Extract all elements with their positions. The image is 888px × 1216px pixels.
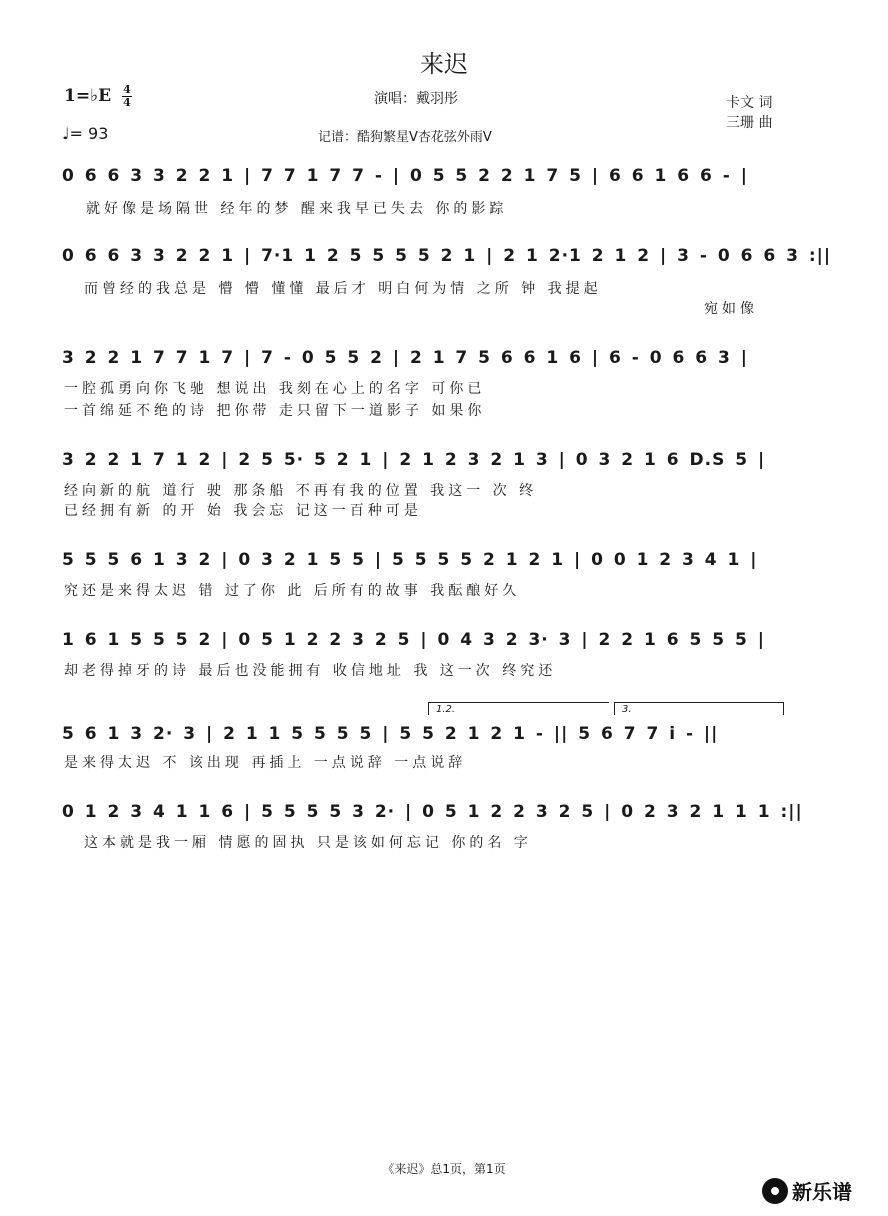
notation-line-4: 3 2 2 1 7 1 2 | 2 5 5· 5 2 1 | 2 1 2 3 2 1 3 | 0 3 2 1 6 D.S 5 | — [62, 450, 766, 470]
lyric-line-3a: 一腔孤勇向你飞驰 想说出 我刻在心上的名字 可你已 — [64, 381, 486, 397]
notation-line-8: 0 1 2 3 4 1 1 6 | 5 5 5 5 3 2· | 0 5 1 2 2 3 2 5 | 0 2 3 2 1 1 1 :|| — [62, 802, 803, 822]
site-logo — [762, 1176, 852, 1205]
lyric-line-5a: 究还是来得太迟 错 过了你 此 后所有的故事 我酝酿好久 — [64, 583, 521, 599]
logo-text: 新乐谱 — [792, 1180, 852, 1204]
volta-bracket-2 — [614, 702, 784, 715]
lyric-line-1a: 就好像是场隔世 经年的梦 醒来我早已失去 你的影踪 — [86, 201, 508, 217]
volta-bracket-1 — [428, 702, 609, 715]
key-signature: 1=♭E — [64, 86, 112, 106]
notation-line-5: 5 5 5 6 1 3 2 | 0 3 2 1 5 5 | 5 5 5 5 2 1 2 1 | 0 0 1 2 3 4 1 | — [62, 550, 758, 570]
page-footer: 《来迟》总1页，第1页 — [382, 1162, 506, 1176]
time-signature — [122, 84, 132, 108]
transcriber-credit: 记谱：酷狗繁星V杏花弦外雨V — [318, 130, 492, 145]
tempo-marking: ♩= 93 — [62, 124, 109, 143]
lyric-line-4b: 已经拥有新 的开 始 我会忘 记这一百种可是 — [64, 503, 422, 519]
lyric-line-4a: 经向新的航 道行 驶 那条船 不再有我的位置 我这一 次 终 — [64, 483, 538, 499]
volta-label-2: 3. — [622, 704, 632, 715]
lyric-line-3b: 一首绵延不绝的诗 把你带 走只留下一道影子 如果你 — [64, 403, 486, 419]
lyric-line-8a: 这本就是我一厢 情愿的固执 只是该如何忘记 你的名 字 — [84, 835, 532, 851]
lyric-line-6a: 却老得掉牙的诗 最后也没能拥有 收信地址 我 这一次 终究还 — [64, 663, 557, 679]
time-sig-bottom: 4 — [123, 96, 131, 109]
lyricist-credit: 卡文 词 — [726, 95, 773, 111]
notation-line-6: 1 6 1 5 5 5 2 | 0 5 1 2 2 3 2 5 | 0 4 3 2 3· 3 | 2 2 1 6 5 5 5 | — [62, 630, 765, 650]
notation-line-7: 5 6 1 3 2· 3 | 2 1 1 5 5 5 5 | 5 5 2 1 2 1 - || 5 6 7 7 i - || — [62, 724, 719, 744]
time-sig-top: 4 — [123, 83, 131, 96]
composer-credit: 三珊 曲 — [726, 115, 773, 131]
volta-label-1: 1.2. — [436, 704, 456, 715]
record-disc-icon — [762, 1178, 788, 1204]
lyric-line-2a: 而曾经的我总是 懵 懵 懂懂 最后才 明白何为情 之所 钟 我提起 — [84, 281, 602, 297]
singer-credit: 演唱：戴羽彤 — [374, 91, 458, 107]
lyric-line-7a: 是来得太迟 不 该出现 再插上 一点说辞 一点说辞 — [64, 755, 467, 771]
lyric-line-2b: 宛如像 — [704, 301, 758, 317]
song-title: 来迟 — [420, 50, 468, 78]
notation-line-2: 0 6 6 3 3 2 2 1 | 7·1 1 2 5 5 5 5 2 1 | 2 1 2·1 2 1 2 | 3 - 0 6 6 3 :|| — [62, 246, 832, 266]
notation-line-1: 0 6 6 3 3 2 2 1 | 7 7 1 7 7 - | 0 5 5 2 2 1 7 5 | 6 6 1 6 6 - | — [62, 166, 748, 186]
notation-line-3: 3 2 2 1 7 7 1 7 | 7 - 0 5 5 2 | 2 1 7 5 6 6 1 6 | 6 - 0 6 6 3 | — [62, 348, 748, 368]
